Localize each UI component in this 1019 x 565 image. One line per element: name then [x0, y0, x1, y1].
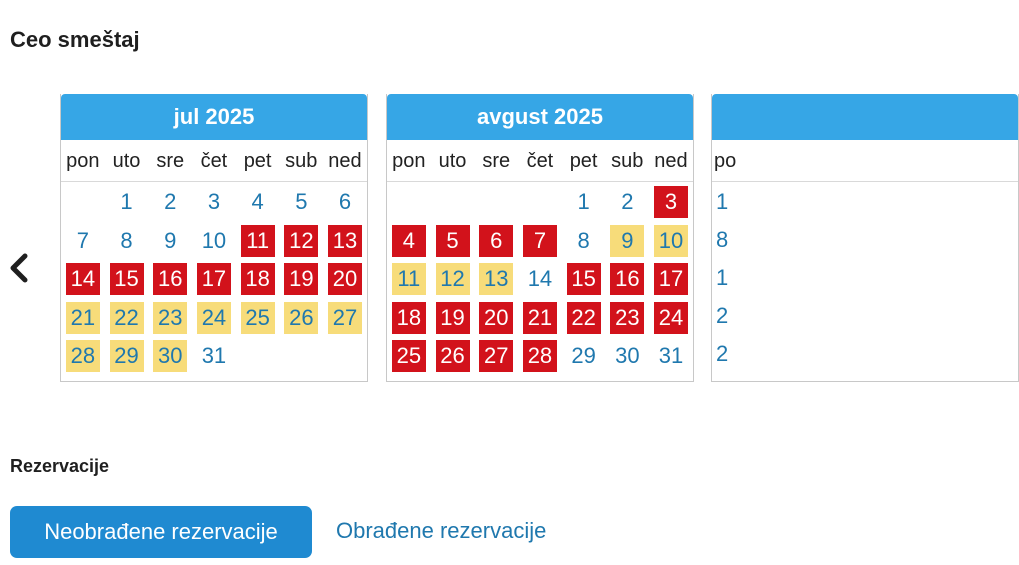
calendar-day[interactable]: 2	[164, 189, 177, 214]
day-grid	[61, 182, 367, 378]
month-next-partial	[711, 94, 1019, 382]
weekday-label: sre	[156, 150, 185, 172]
calendar-day[interactable]: 28	[66, 340, 100, 372]
weekday-label: po	[714, 150, 737, 172]
weekday-row	[61, 140, 367, 182]
calendar-day[interactable]: 22	[110, 302, 144, 334]
month-title: avgust 2025	[387, 94, 693, 140]
calendar-day[interactable]: 11	[392, 263, 426, 295]
month-title: jul 2025	[61, 94, 367, 140]
day-grid	[387, 182, 693, 378]
calendar-day[interactable]: 2	[621, 189, 634, 214]
weekday-label: čet	[526, 150, 554, 172]
calendar-day[interactable]: 17	[197, 263, 231, 295]
calendar-day[interactable]: 3	[207, 189, 221, 214]
calendar-day[interactable]: 11	[241, 225, 275, 257]
calendar-day[interactable]: 12	[436, 263, 470, 295]
tab-unprocessed-reservations[interactable]: Neobrađene rezervacije	[10, 506, 312, 558]
chevron-left-icon	[8, 253, 30, 283]
calendar-day[interactable]: 26	[284, 302, 318, 334]
calendar-day[interactable]: 5	[436, 225, 470, 257]
calendar-day[interactable]: 13	[328, 225, 362, 257]
weekday-label: ned	[328, 150, 362, 172]
weekday-label: pon	[66, 150, 100, 172]
prev-month-button[interactable]	[6, 252, 32, 284]
calendar-day[interactable]: 4	[251, 189, 264, 214]
calendar-day[interactable]: 20	[479, 302, 513, 334]
calendar-day[interactable]: 10	[201, 227, 227, 253]
calendar-day[interactable]: 9	[164, 227, 177, 253]
tab-processed-reservations[interactable]: Obrađene rezervacije	[336, 518, 547, 543]
calendar-day[interactable]: 15	[567, 263, 601, 295]
calendar-day[interactable]: 7	[76, 227, 89, 253]
calendar-day[interactable]: 31	[201, 343, 227, 368]
weekday-label: čet	[200, 150, 228, 172]
calendar-day[interactable]: 18	[392, 302, 426, 334]
calendar-day[interactable]: 4	[392, 225, 426, 257]
calendar-day[interactable]: 14	[66, 263, 100, 295]
calendar-day[interactable]: 25	[241, 302, 275, 334]
calendar-day[interactable]: 13	[479, 263, 513, 295]
weekday-row	[387, 140, 693, 182]
calendar-day[interactable]: 18	[241, 263, 275, 295]
calendar-day[interactable]: 1	[716, 265, 729, 290]
calendar-day[interactable]: 15	[110, 263, 144, 295]
weekday-label: uto	[112, 150, 141, 172]
month-title	[712, 94, 1018, 140]
calendar-day[interactable]: 25	[392, 340, 426, 372]
weekday-label: sre	[482, 150, 511, 172]
calendar-day[interactable]: 23	[610, 302, 644, 334]
calendar-day[interactable]: 10	[654, 225, 688, 257]
calendar-day[interactable]: 7	[523, 225, 557, 257]
calendar-day[interactable]: 31	[658, 343, 684, 368]
calendar-day[interactable]: 22	[567, 302, 601, 334]
calendar-day[interactable]: 27	[328, 302, 362, 334]
calendar-day[interactable]: 8	[120, 227, 133, 253]
calendar-day[interactable]: 3	[654, 186, 688, 218]
calendar-day[interactable]: 26	[436, 340, 470, 372]
calendar-day[interactable]: 14	[527, 266, 553, 291]
calendar-day[interactable]: 16	[153, 263, 187, 295]
reservations-title: Rezervacije	[10, 456, 110, 476]
calendar-strip	[60, 94, 737, 384]
calendar-day[interactable]: 29	[110, 340, 144, 372]
weekday-label: ned	[654, 150, 688, 172]
day-grid	[712, 182, 1018, 378]
weekday-label: pet	[243, 150, 272, 172]
calendar-day[interactable]: 21	[523, 302, 557, 334]
calendar-day[interactable]: 1	[577, 189, 590, 214]
calendar-day[interactable]: 24	[197, 302, 231, 334]
weekday-label: sub	[285, 150, 318, 172]
calendar-day[interactable]: 19	[284, 263, 318, 295]
calendar-day[interactable]: 2	[716, 303, 729, 328]
weekday-label: uto	[438, 150, 467, 172]
calendar-day[interactable]: 29	[571, 343, 596, 368]
weekday-label: sub	[611, 150, 644, 172]
weekday-row	[712, 140, 1018, 182]
month-july	[60, 94, 368, 382]
calendar-day[interactable]: 1	[716, 189, 729, 214]
calendar-day[interactable]: 24	[654, 302, 688, 334]
calendar-day[interactable]: 30	[615, 343, 640, 368]
month-august	[386, 94, 694, 382]
calendar-day[interactable]: 12	[284, 225, 318, 257]
calendar-day[interactable]: 20	[328, 263, 362, 295]
calendar-day[interactable]: 30	[153, 340, 187, 372]
calendar-day[interactable]: 19	[436, 302, 470, 334]
calendar-day[interactable]: 17	[654, 263, 688, 295]
calendar-day[interactable]: 5	[295, 189, 308, 214]
calendar-day[interactable]: 9	[610, 225, 644, 257]
section-title: Ceo smeštaj	[10, 27, 140, 52]
calendar-day[interactable]: 1	[120, 189, 133, 214]
calendar-day[interactable]: 28	[523, 340, 557, 372]
calendar-day[interactable]: 27	[479, 340, 513, 372]
weekday-label: pon	[392, 150, 426, 172]
calendar-day[interactable]: 2	[716, 341, 729, 366]
weekday-label: pet	[569, 150, 598, 172]
calendar-day[interactable]: 8	[577, 227, 590, 253]
calendar-day[interactable]: 21	[66, 302, 100, 334]
calendar-day[interactable]: 23	[153, 302, 187, 334]
calendar-day[interactable]: 6	[338, 189, 352, 214]
calendar-day[interactable]: 16	[610, 263, 644, 295]
calendar-day[interactable]: 6	[479, 225, 513, 257]
calendar-day[interactable]: 8	[716, 227, 729, 252]
